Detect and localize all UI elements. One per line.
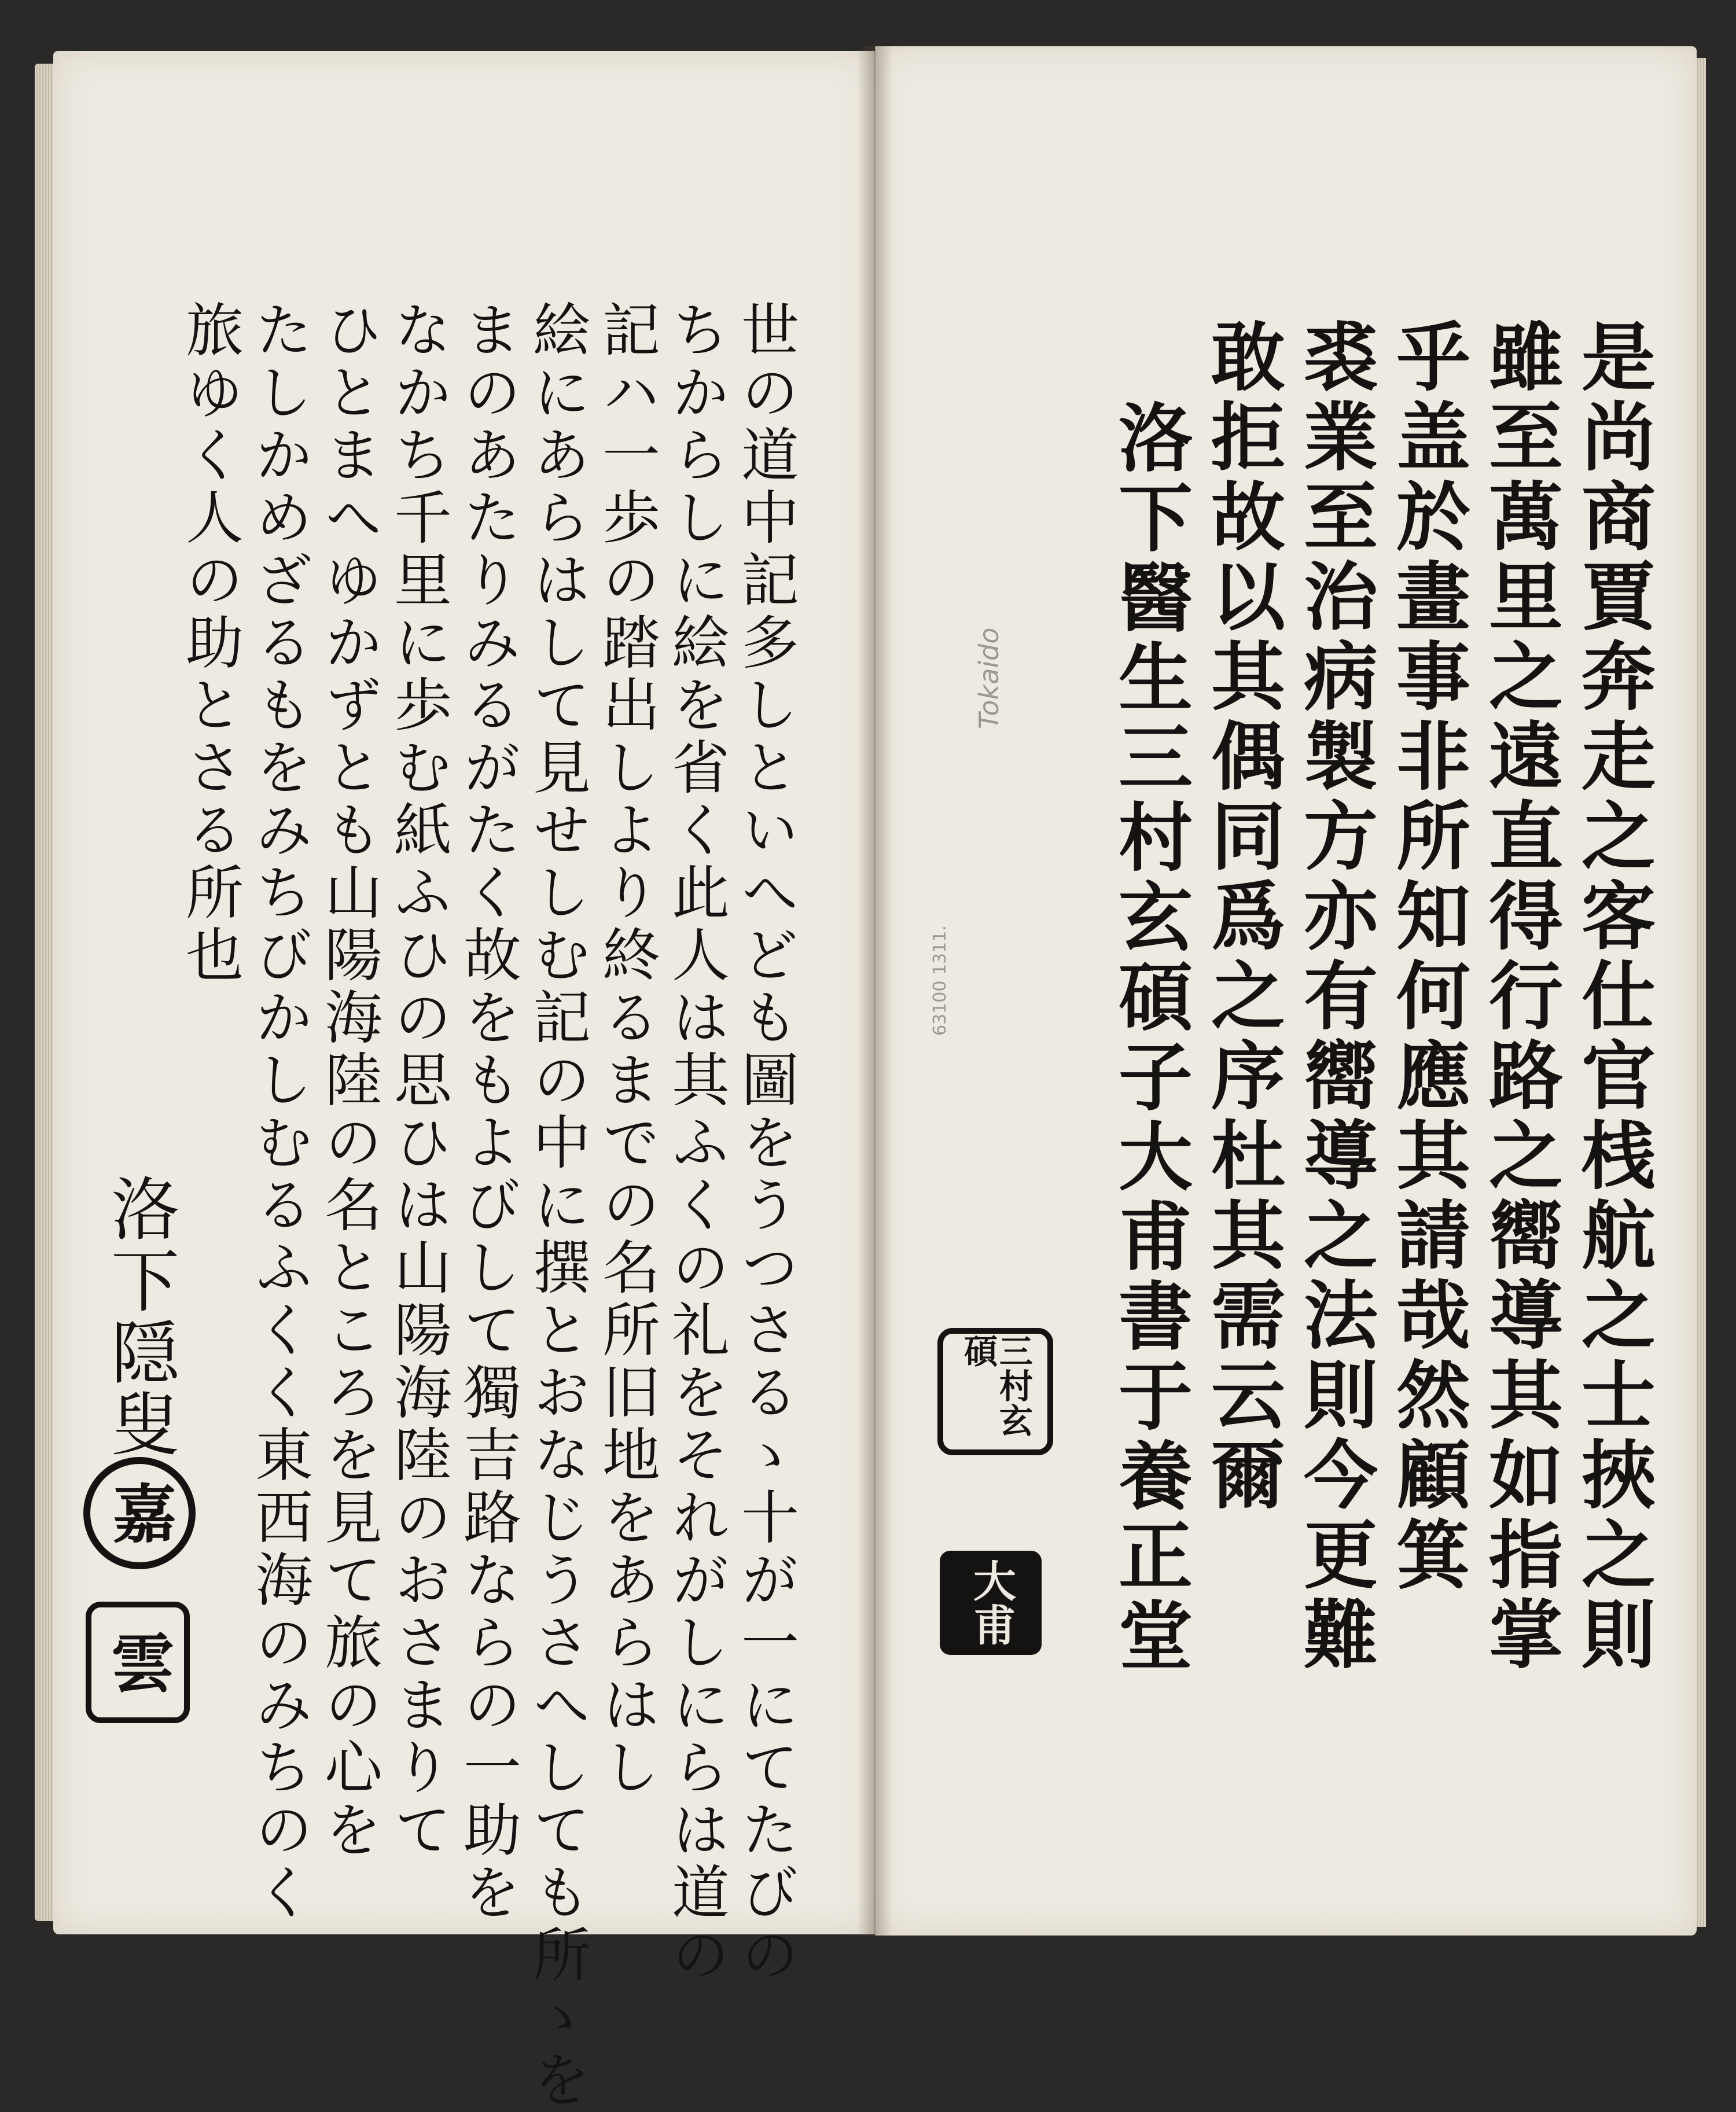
left-text-column-8: たしかめざるもをみちびかしむるふくく東西海のみちのく	[245, 300, 313, 1925]
round-seal-text: 嘉	[102, 1481, 177, 1546]
right-text-column-2: 雖至萬里之遠直得行路之嚮導其如指掌	[1476, 318, 1563, 1676]
left-page	[53, 51, 875, 2112]
left-text-column-6: なかち千里に歩む紙ふひの思ひは山陽海陸のおさまりて	[384, 300, 452, 1862]
right-text-column-4: 裘業至治病製方亦有嚮導之法則今更難	[1291, 318, 1378, 1676]
signature: 洛下隠叟	[100, 1173, 179, 1460]
right-page	[875, 46, 1697, 1936]
left-text-column-9: 旅ゆく人の助とさる所也	[176, 300, 244, 987]
left-text-column-2: ちからしに絵を省く此人は其ふくの礼をそれがしにらは道の	[662, 300, 730, 1987]
pencil-number: 63100 1311.	[930, 925, 950, 1036]
left-text-column-4: 絵にあらはして見せしむ記の中に撰とおなじうさへしても所ゝを	[523, 300, 591, 2112]
left-text-column-5: まのあたりみるがたく故をもよびして獨吉路ならの一助を	[454, 300, 521, 1925]
seal-mimura-genseki-text: 三村玄碩	[958, 1334, 1033, 1438]
left-text-column-3: 記ハ一歩の踏出しより終るまでの名所旧地をあらはし	[593, 300, 660, 1800]
seal-mimura-genseki	[937, 1328, 1053, 1455]
seal-taiho-text: 大甫	[966, 1559, 1016, 1647]
left-text-column-7: ひとまへゆかずとも山陽海陸の名ところを見て旅の心を	[315, 300, 382, 1862]
right-fore-edge	[1695, 58, 1706, 1927]
left-text-column-1: 世の道中記多しといへども圖をうつさるゝ十が一にてたびの	[731, 300, 799, 1987]
gutter-fold	[858, 46, 892, 1936]
square-seal-text: 雲	[100, 1630, 175, 1695]
round-seal	[83, 1457, 196, 1569]
square-seal	[86, 1602, 190, 1723]
right-text-column-3: 乎盖於畫事非所知何應其請哉然顧箕	[1384, 318, 1470, 1596]
seal-taiho	[940, 1551, 1042, 1655]
pencil-shelf-mark: Tokaido	[973, 627, 1005, 729]
right-text-column-6: 洛下醫生三村玄碩子大甫書于養正堂	[1106, 399, 1193, 1677]
right-text-column-5: 敢拒故以其偶同爲之序杜其需云爾	[1198, 318, 1285, 1516]
right-text-column-1: 是尚商賈奔走之客仕官桟航之士挾之則	[1569, 318, 1656, 1676]
